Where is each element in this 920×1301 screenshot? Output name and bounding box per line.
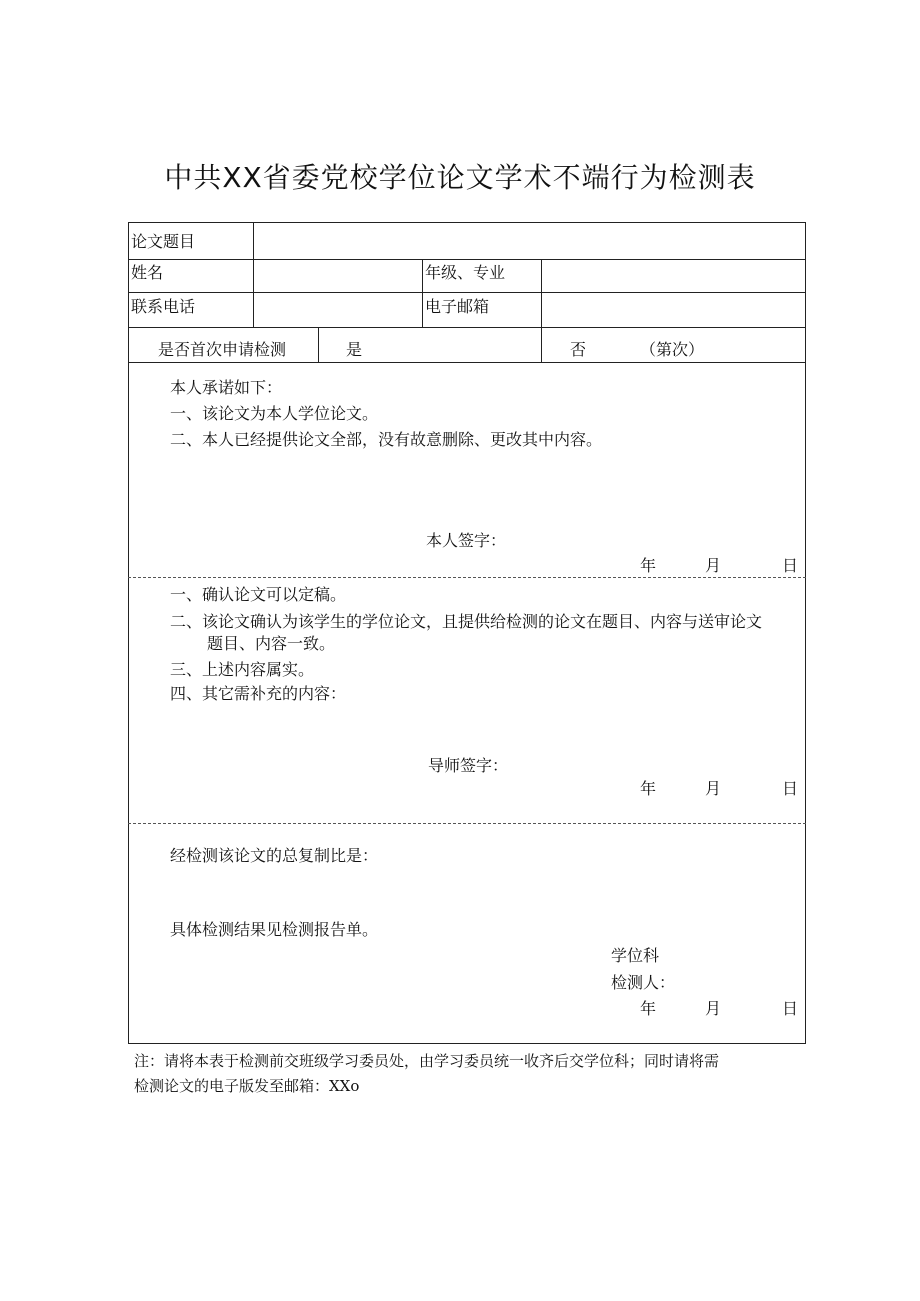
email-label: 电子邮箱 (425, 297, 490, 316)
grade-major-label: 年级、专业 (425, 263, 506, 282)
date-day: 日 (782, 999, 799, 1018)
advisor-item: 四、其它需补充的内容： (170, 684, 347, 703)
date-month: 月 (705, 779, 722, 798)
degree-office-label: 学位科 (611, 946, 660, 965)
date-day: 日 (782, 556, 799, 575)
date-month: 月 (705, 556, 722, 575)
footnote: 注：请将本表于检测前交班级学习委员处，由学习委员统一收齐后交学位科；同时请将需 (134, 1052, 720, 1070)
page-title: 中共XX省委党校学位论文学术不端行为检测表 (164, 161, 756, 194)
pledge-intro: 本人承诺如下： (170, 378, 283, 397)
footnote: 检测论文的电子版发至邮箱：XXo (134, 1077, 360, 1095)
attempt-count: （第次） (640, 340, 705, 359)
inspector-label: 检测人： (611, 973, 676, 992)
column-divider (541, 259, 542, 362)
name-label: 姓名 (131, 263, 164, 282)
date-year: 年 (640, 556, 657, 575)
advisor-item: 二、该论文确认为该学生的学位论文，且提供给检测的论文在题目、内容与送审论文 (170, 612, 763, 631)
date-day: 日 (782, 779, 799, 798)
date-year: 年 (640, 999, 657, 1018)
column-divider (253, 222, 254, 327)
column-divider (422, 259, 423, 327)
similarity-ratio-label: 经检测该论文的总复制比是： (170, 846, 379, 865)
column-divider (318, 327, 319, 362)
student-signature-label: 本人签字： (426, 531, 507, 550)
date-year: 年 (640, 779, 657, 798)
advisor-signature-label: 导师签字： (428, 756, 509, 775)
option-no: 否 (570, 340, 587, 359)
row-divider (128, 327, 806, 328)
advisor-item-continuation: 题目、内容一致。 (207, 634, 336, 653)
row-divider (128, 259, 806, 260)
pledge-item: 二、本人已经提供论文全部，没有故意删除、更改其中内容。 (170, 430, 603, 449)
row-divider (128, 292, 806, 293)
row-divider (128, 362, 806, 363)
pledge-item: 一、该论文为本人学位论文。 (170, 404, 379, 423)
advisor-item: 一、确认论文可以定稿。 (170, 585, 347, 604)
detection-result-note: 具体检测结果见检测报告单。 (170, 920, 379, 939)
phone-label: 联系电话 (131, 297, 196, 316)
section-divider (128, 823, 806, 824)
section-divider (128, 577, 806, 578)
first-application-label: 是否首次申请检测 (158, 340, 287, 359)
option-yes: 是 (346, 340, 363, 359)
advisor-item: 三、上述内容属实。 (170, 660, 315, 679)
date-month: 月 (705, 999, 722, 1018)
thesis-title-label: 论文题目 (131, 232, 196, 251)
